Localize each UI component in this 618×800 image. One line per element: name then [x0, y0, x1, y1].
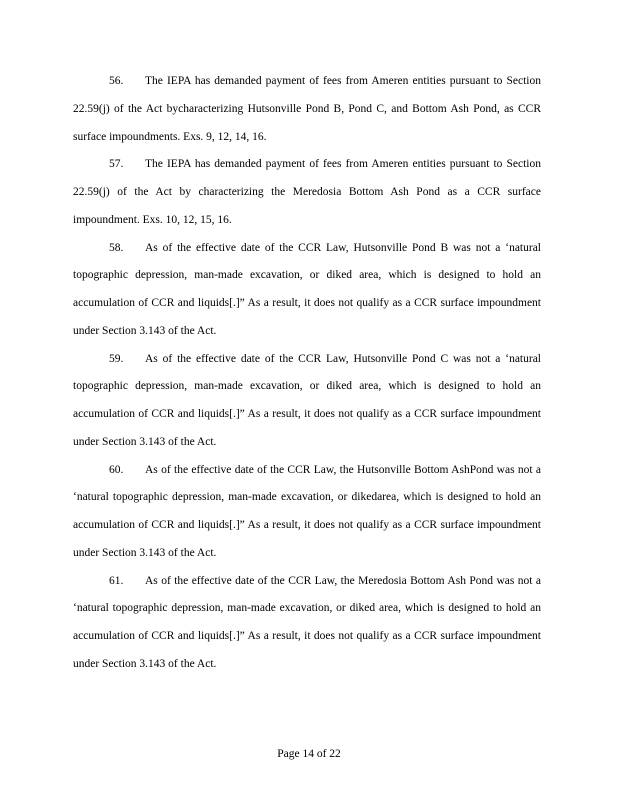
- paragraph-number: 60.: [109, 463, 124, 476]
- paragraph-number: 57.: [109, 158, 124, 171]
- paragraph-number: 58.: [109, 241, 124, 254]
- paragraph-58: [73, 235, 541, 346]
- paragraph-57: [73, 151, 541, 234]
- paragraph-text: The IEPA has demanded payment of fees from Ameren entities pursuant to Section 22.59(j) of the Act bycharacterizing Hutsonville Pond B, Pond C, and Bottom Ash Pond, as CCR surface impoundments. Exs. 9, 12, 14, 16.: [73, 75, 541, 143]
- paragraph-number: 61.: [109, 574, 124, 587]
- paragraph-61: [73, 568, 541, 679]
- document-body: [73, 68, 541, 679]
- paragraph-56: [73, 68, 541, 151]
- paragraph-text: The IEPA has demanded payment of fees from Ameren entities pursuant to Section 22.59(j) of the Act by characterizing the Meredosia Bottom Ash Pond as a CCR surface impoundment. Exs. 10, 12, 15, 16.: [73, 158, 541, 226]
- paragraph-text: As of the effective date of the CCR Law, Hutsonville Pond C was not a ‘natural topographic depression, man-made excavation, or diked area, which is designed to hold an accumulation of CCR and liquids[.]” As a result, it does not qualify as a CCR surface impoundment under Section 3.143 of the Act.: [73, 352, 541, 448]
- paragraph-text: As of the effective date of the CCR Law, the Meredosia Bottom Ash Pond was not a ‘natural topographic depression, man-made excavation, or diked area, which is designed to hold an accumulation of CCR and liquids[.]” As a result, it does not qualify as a CCR surface impoundment under Section 3.143 of the Act.: [73, 574, 541, 670]
- page-footer: [0, 746, 618, 762]
- paragraph-text: As of the effective date of the CCR Law, Hutsonville Pond B was not a ‘natural topographic depression, man-made excavation, or diked area, which is designed to hold an accumulation of CCR and liquids[.]” As a result, it does not qualify as a CCR surface impoundment under Section 3.143 of the Act.: [73, 241, 541, 337]
- paragraph-number: 59.: [109, 352, 124, 365]
- paragraph-59: [73, 346, 541, 457]
- page-number-label: Page 14 of 22: [277, 748, 341, 760]
- paragraph-number: 56.: [109, 75, 124, 87]
- paragraph-60: [73, 457, 541, 568]
- paragraph-text: As of the effective date of the CCR Law, the Hutsonville Bottom AshPond was not a ‘natural topographic depression, man-made excavation, or dikedarea, which is designed to hold an accumulation of CCR and liquids[.]” As a result, it does not qualify as a CCR surface impoundment under Section 3.143 of the Act.: [73, 463, 541, 559]
